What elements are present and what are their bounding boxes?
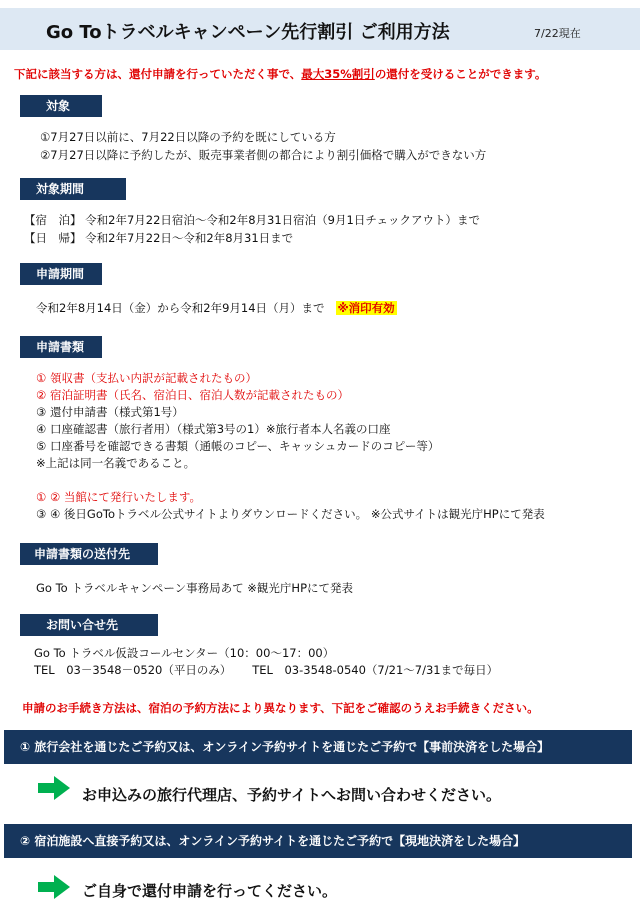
postmark-note: ※消印有効 bbox=[337, 301, 395, 315]
application-period-text bbox=[36, 300, 397, 316]
case-1-box: ① 旅行会社を通じたご予約又は、オンライン予約サイトを通じたご予約で【事前決済をした場合】 bbox=[4, 730, 632, 764]
procedure-warning: 申請のお手続き方法は、宿泊の予約方法により異なります、下記をご確認のうえお手続きください。 bbox=[22, 701, 539, 715]
right-arrow-icon bbox=[38, 875, 70, 899]
section-label-contact: お問い合せ先 bbox=[20, 614, 158, 636]
document-item-1: ① 領収書（支払い内訳が記載されたもの） bbox=[36, 371, 257, 385]
send-to-text: Go To トラベルキャンペーン事務局あて ※観光庁HPにて発表 bbox=[36, 581, 354, 595]
document-item-5: ⑤ 口座番号を確認できる書類（通帳のコピー、キャッシュカードのコピー等） bbox=[36, 439, 440, 453]
contact-center: Go To トラベル仮設コールセンター（10：00～17：00） bbox=[34, 646, 335, 660]
application-period-dates: 令和2年8月14日（金）から令和2年9月14日（月）まで bbox=[36, 301, 325, 315]
document-note-issued: ① ② 当館にて発行いたします。 bbox=[36, 490, 202, 504]
section-label-application-period: 申請期間 bbox=[20, 263, 102, 285]
document-item-3: ③ 還付申請書（様式第1号） bbox=[36, 405, 184, 419]
contact-phones: TEL 03－3548－0520（平日のみ） TEL 03-3548-0540（7/21～7/31まで毎日） bbox=[34, 663, 499, 677]
intro-before: 下記に該当する方は、還付申請を行っていただく事で、 bbox=[14, 67, 302, 81]
target-line-2: ②7月27日以降に予約したが、販売事業者側の都合により割引価格で購入ができない方 bbox=[40, 148, 487, 162]
intro-after: の還付を受けることができます。 bbox=[374, 67, 547, 81]
section-label-target: 対象 bbox=[20, 95, 102, 117]
document-note-download: ③ ④ 後日GoToトラベル公式サイトよりダウンロードください。 ※公式サイトは観光庁HPにて発表 bbox=[36, 507, 545, 521]
section-label-documents: 申請書類 bbox=[20, 336, 102, 358]
period-line-daytrip: 【日 帰】 令和2年7月22日～令和2年8月31日まで bbox=[24, 231, 294, 245]
document-item-4: ④ 口座確認書（旅行者用）（様式第3号の1）※旅行者本人名義の口座 bbox=[36, 422, 391, 436]
right-arrow-icon bbox=[38, 776, 70, 800]
section-label-send-to: 申請書類の送付先 bbox=[20, 543, 158, 565]
case-1-answer: お申込みの旅行代理店、予約サイトへお問い合わせください。 bbox=[82, 786, 501, 804]
case-2-answer: ご自身で還付申請を行ってください。 bbox=[82, 882, 338, 900]
as-of-date: 7/22現在 bbox=[534, 27, 581, 40]
section-label-period: 対象期間 bbox=[20, 178, 126, 200]
case-2-box: ② 宿泊施設へ直接予約又は、オンライン予約サイトを通じたご予約で【現地決済をした場合】 bbox=[4, 824, 632, 858]
page-title: Go Toトラベルキャンペーン先行割引 ご利用方法 bbox=[46, 22, 450, 43]
document-same-name-note: ※上記は同一名義であること。 bbox=[36, 456, 196, 470]
intro-highlight: 最大35%割引 bbox=[301, 67, 375, 81]
intro-text bbox=[14, 66, 546, 82]
period-line-stay: 【宿 泊】 令和2年7月22日宿泊～令和2年8月31日宿泊（9月1日チェックアウト）まで bbox=[24, 213, 480, 227]
target-line-1: ①7月27日以前に、7月22日以降の予約を既にしている方 bbox=[40, 130, 336, 144]
document-item-2: ② 宿泊証明書（氏名、宿泊日、宿泊人数が記載されたもの） bbox=[36, 388, 349, 402]
